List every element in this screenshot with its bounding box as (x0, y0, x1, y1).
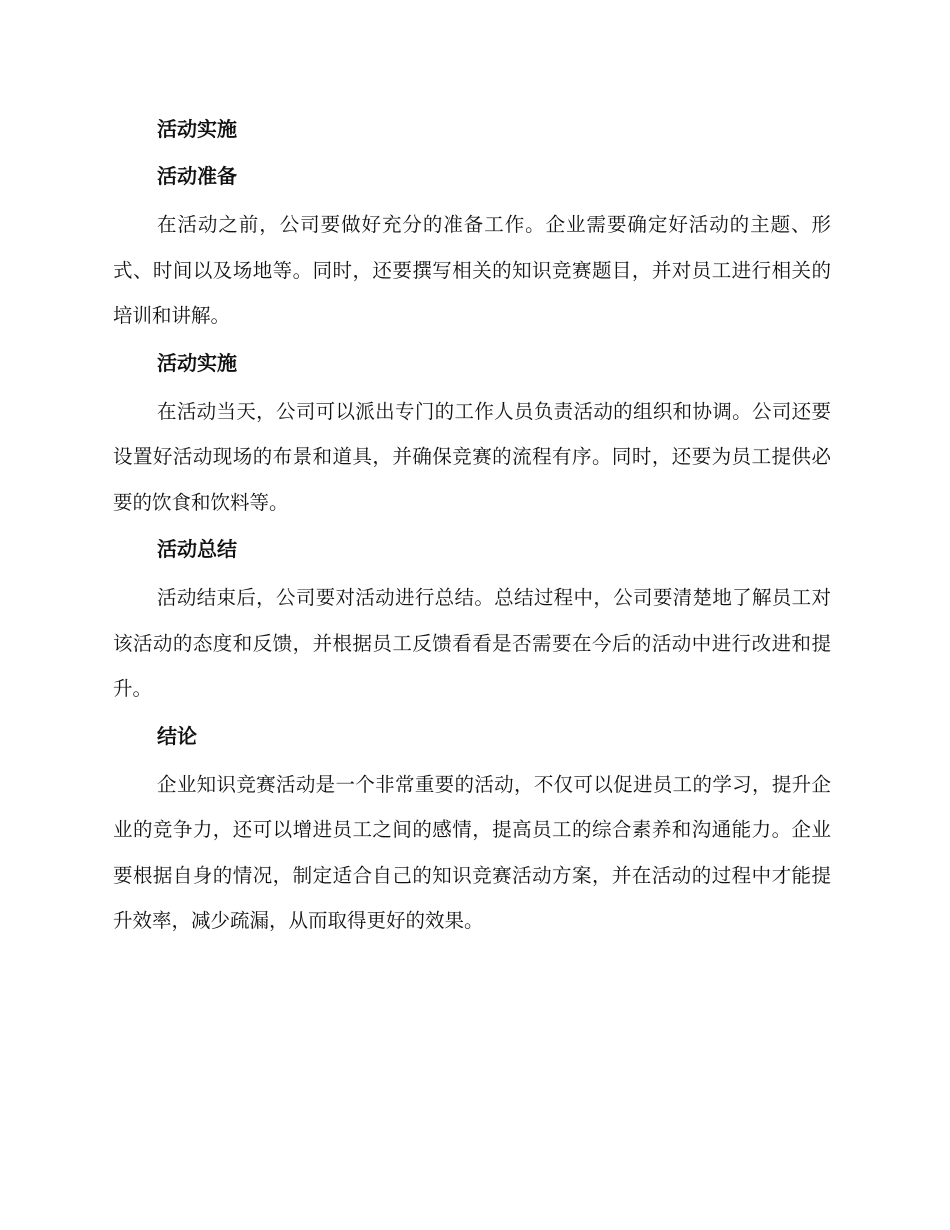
section-heading-summary: 活动总结 (157, 537, 237, 561)
document-page (113, 108, 831, 944)
section-heading-conclusion: 结论 (157, 723, 197, 748)
section-heading-implementation: 活动实施 (157, 350, 237, 375)
section-heading-implementation-main: 活动实施 (157, 117, 237, 141)
section-heading-preparation: 活动准备 (157, 164, 237, 188)
paragraph-summary: 活动结束后，公司要对活动进行总结。总结过程中，公司要清楚地了解员工对该活动的态度和反馈，并根据员工反馈看看是否需要在今后的活动中进行改进和提升。 (113, 586, 831, 700)
paragraph-implementation: 在活动当天，公司可以派出专门的工作人员负责活动的组织和协调。公司还要设置好活动现场的布景和道具，并确保竞赛的流程有序。同时，还要为员工提供必要的饮食和饮料等。 (113, 399, 831, 514)
paragraph-preparation: 在活动之前，公司要做好充分的准备工作。企业需要确定好活动的主题、形式、时间以及场地等。同时，还要撰写相关的知识竞赛题目，并对员工进行相关的培训和讲解。 (113, 213, 831, 327)
paragraph-conclusion: 企业知识竞赛活动是一个非常重要的活动，不仅可以促进员工的学习，提升企业的竞争力，还可以增进员工之间的感情，提高员工的综合素养和沟通能力。企业要根据自身的情况，制定适合自己的知识竞赛活动方案，并在活动的过程中才能提升效率，减少疏漏，从而取得更好的效果。 (113, 772, 831, 932)
